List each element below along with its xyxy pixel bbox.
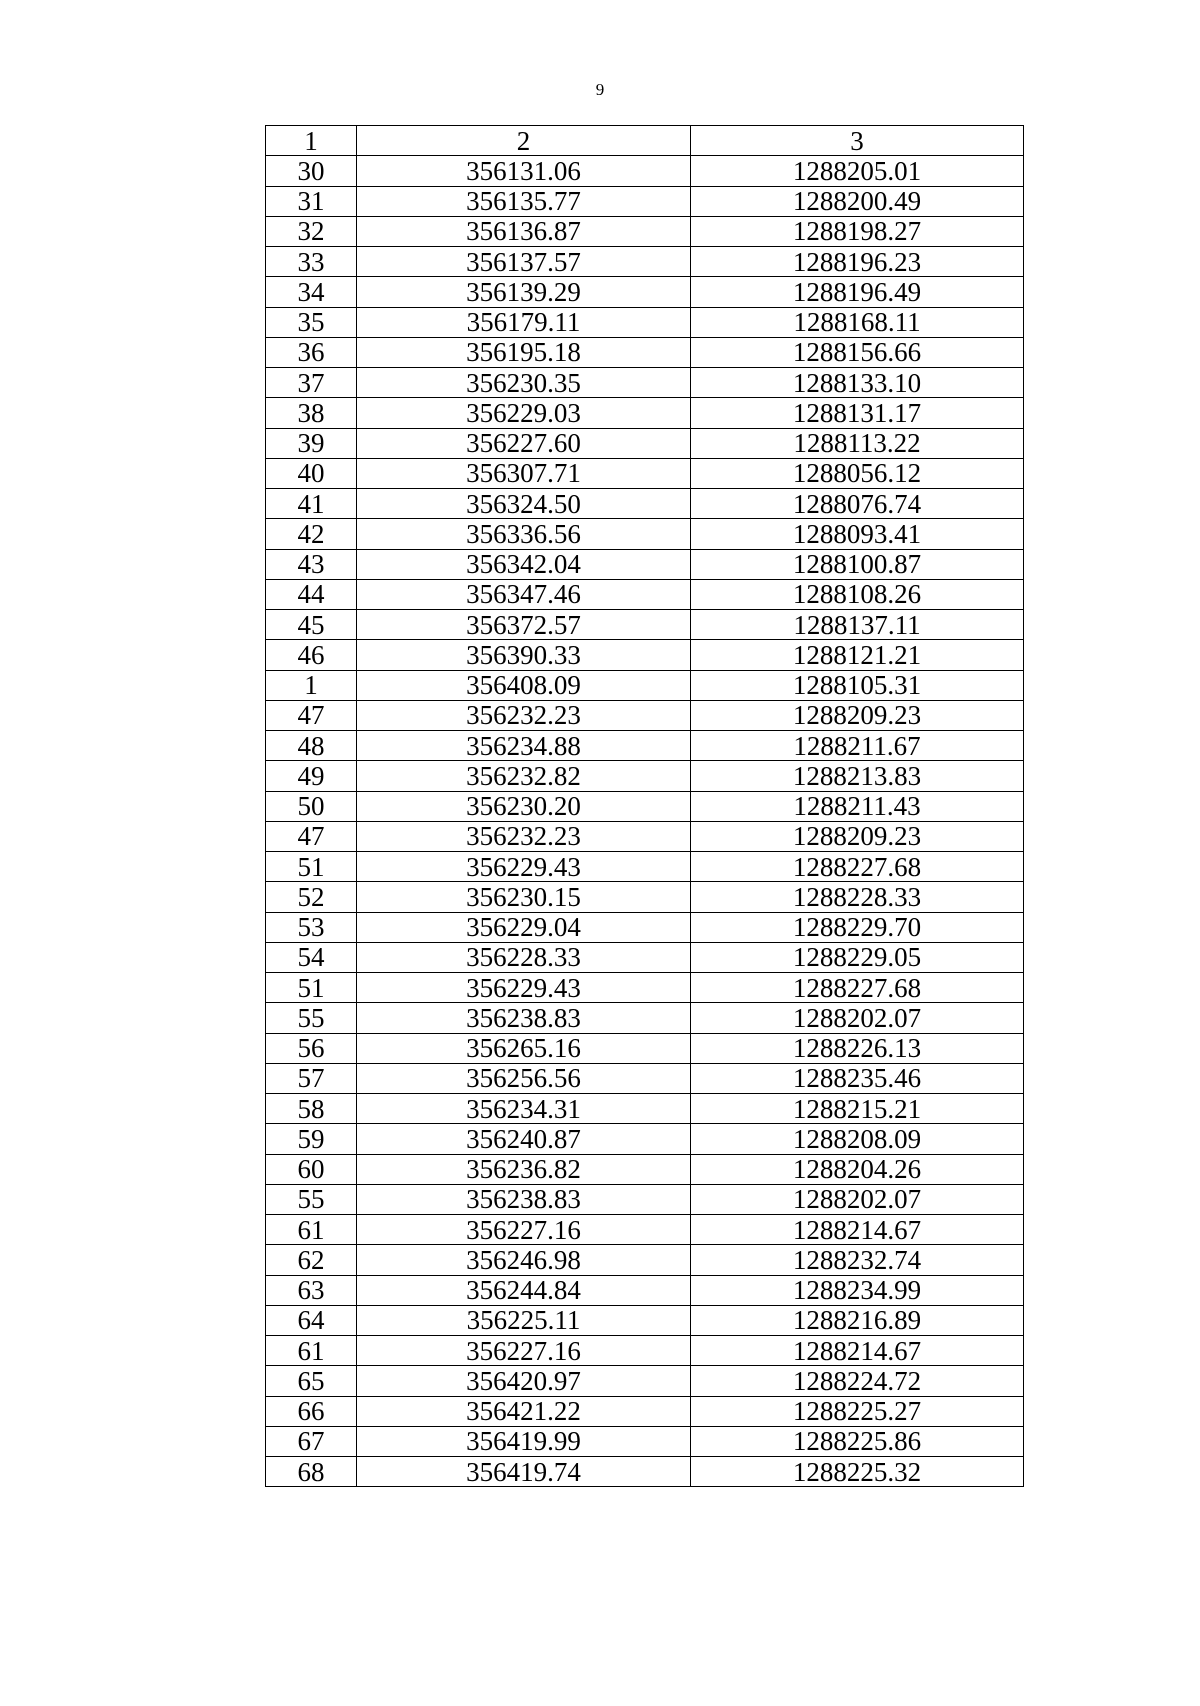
x-coordinate-cell: 356232.23 [357, 700, 691, 730]
x-coordinate-cell: 356244.84 [357, 1275, 691, 1305]
table-row [266, 912, 1024, 942]
table-row [266, 821, 1024, 851]
point-number-cell: 31 [266, 186, 357, 216]
y-coordinate-cell: 1288056.12 [691, 458, 1024, 488]
table-row [266, 1336, 1024, 1366]
y-coordinate-cell: 1288227.68 [691, 973, 1024, 1003]
x-coordinate-cell: 356234.31 [357, 1094, 691, 1124]
y-coordinate-cell: 1288137.11 [691, 610, 1024, 640]
point-number-cell: 30 [266, 156, 357, 186]
table-row [266, 1033, 1024, 1063]
x-coordinate-cell: 356419.74 [357, 1457, 691, 1487]
table-header-row [266, 126, 1024, 156]
x-coordinate-cell: 356342.04 [357, 549, 691, 579]
y-coordinate-cell: 1288202.07 [691, 1003, 1024, 1033]
y-coordinate-cell: 1288229.70 [691, 912, 1024, 942]
y-coordinate-cell: 1288224.72 [691, 1366, 1024, 1396]
y-coordinate-cell: 1288208.09 [691, 1124, 1024, 1154]
table-row [266, 156, 1024, 186]
point-number-cell: 36 [266, 337, 357, 367]
table-row [266, 579, 1024, 609]
x-coordinate-cell: 356390.33 [357, 640, 691, 670]
point-number-cell: 49 [266, 761, 357, 791]
y-coordinate-cell: 1288093.41 [691, 519, 1024, 549]
point-number-cell: 35 [266, 307, 357, 337]
point-number-cell: 61 [266, 1215, 357, 1245]
point-number-cell: 32 [266, 216, 357, 246]
y-coordinate-cell: 1288213.83 [691, 761, 1024, 791]
table-row [266, 1003, 1024, 1033]
point-number-cell: 59 [266, 1124, 357, 1154]
point-number-cell: 46 [266, 640, 357, 670]
x-coordinate-cell: 356230.20 [357, 791, 691, 821]
y-coordinate-cell: 1288215.21 [691, 1094, 1024, 1124]
y-coordinate-cell: 1288226.13 [691, 1033, 1024, 1063]
point-number-cell: 51 [266, 973, 357, 1003]
table-row [266, 731, 1024, 761]
y-coordinate-cell: 1288076.74 [691, 489, 1024, 519]
table-row [266, 882, 1024, 912]
table-row [266, 1275, 1024, 1305]
point-number-cell: 47 [266, 700, 357, 730]
x-coordinate-cell: 356246.98 [357, 1245, 691, 1275]
x-coordinate-cell: 356336.56 [357, 519, 691, 549]
x-coordinate-cell: 356229.43 [357, 973, 691, 1003]
point-number-cell: 51 [266, 852, 357, 882]
y-coordinate-cell: 1288209.23 [691, 821, 1024, 851]
point-number-cell: 67 [266, 1426, 357, 1456]
y-coordinate-cell: 1288202.07 [691, 1184, 1024, 1214]
point-number-cell: 66 [266, 1396, 357, 1426]
x-coordinate-cell: 356372.57 [357, 610, 691, 640]
x-coordinate-cell: 356234.88 [357, 731, 691, 761]
x-coordinate-cell: 356179.11 [357, 307, 691, 337]
y-coordinate-cell: 1288229.05 [691, 942, 1024, 972]
x-coordinate-cell: 356229.04 [357, 912, 691, 942]
point-number-cell: 34 [266, 277, 357, 307]
point-number-cell: 55 [266, 1003, 357, 1033]
y-coordinate-cell: 1288156.66 [691, 337, 1024, 367]
x-coordinate-cell: 356227.60 [357, 428, 691, 458]
y-coordinate-cell: 1288200.49 [691, 186, 1024, 216]
point-number-cell: 38 [266, 398, 357, 428]
table-row [266, 1366, 1024, 1396]
table-row [266, 216, 1024, 246]
y-coordinate-cell: 1288225.86 [691, 1426, 1024, 1456]
x-coordinate-cell: 356265.16 [357, 1033, 691, 1063]
y-coordinate-cell: 1288234.99 [691, 1275, 1024, 1305]
point-number-cell: 1 [266, 670, 357, 700]
point-number-cell: 43 [266, 549, 357, 579]
x-coordinate-cell: 356419.99 [357, 1426, 691, 1456]
point-number-cell: 42 [266, 519, 357, 549]
table-row [266, 791, 1024, 821]
table-row [266, 1305, 1024, 1335]
x-coordinate-cell: 356228.33 [357, 942, 691, 972]
x-coordinate-cell: 356229.03 [357, 398, 691, 428]
y-coordinate-cell: 1288100.87 [691, 549, 1024, 579]
x-coordinate-cell: 356256.56 [357, 1063, 691, 1093]
table-body [266, 156, 1024, 1487]
table-row [266, 1396, 1024, 1426]
table-row [266, 1184, 1024, 1214]
x-coordinate-cell: 356240.87 [357, 1124, 691, 1154]
y-coordinate-cell: 1288133.10 [691, 368, 1024, 398]
table-row [266, 549, 1024, 579]
column-header-point: 1 [266, 126, 357, 156]
point-number-cell: 47 [266, 821, 357, 851]
table-row [266, 307, 1024, 337]
point-number-cell: 39 [266, 428, 357, 458]
x-coordinate-cell: 356232.23 [357, 821, 691, 851]
point-number-cell: 55 [266, 1184, 357, 1214]
y-coordinate-cell: 1288204.26 [691, 1154, 1024, 1184]
point-number-cell: 44 [266, 579, 357, 609]
x-coordinate-cell: 356421.22 [357, 1396, 691, 1426]
point-number-cell: 57 [266, 1063, 357, 1093]
x-coordinate-cell: 356324.50 [357, 489, 691, 519]
table-row [266, 458, 1024, 488]
point-number-cell: 53 [266, 912, 357, 942]
point-number-cell: 54 [266, 942, 357, 972]
x-coordinate-cell: 356136.87 [357, 216, 691, 246]
y-coordinate-cell: 1288225.32 [691, 1457, 1024, 1487]
y-coordinate-cell: 1288232.74 [691, 1245, 1024, 1275]
point-number-cell: 58 [266, 1094, 357, 1124]
point-number-cell: 52 [266, 882, 357, 912]
point-number-cell: 41 [266, 489, 357, 519]
y-coordinate-cell: 1288198.27 [691, 216, 1024, 246]
x-coordinate-cell: 356135.77 [357, 186, 691, 216]
y-coordinate-cell: 1288227.68 [691, 852, 1024, 882]
y-coordinate-cell: 1288131.17 [691, 398, 1024, 428]
x-coordinate-cell: 356307.71 [357, 458, 691, 488]
x-coordinate-cell: 356227.16 [357, 1215, 691, 1245]
y-coordinate-cell: 1288235.46 [691, 1063, 1024, 1093]
x-coordinate-cell: 356230.35 [357, 368, 691, 398]
point-number-cell: 63 [266, 1275, 357, 1305]
point-number-cell: 61 [266, 1336, 357, 1366]
point-number-cell: 33 [266, 247, 357, 277]
table-row [266, 519, 1024, 549]
y-coordinate-cell: 1288225.27 [691, 1396, 1024, 1426]
table-row [266, 1124, 1024, 1154]
point-number-cell: 60 [266, 1154, 357, 1184]
point-number-cell: 68 [266, 1457, 357, 1487]
y-coordinate-cell: 1288214.67 [691, 1336, 1024, 1366]
table-row [266, 1245, 1024, 1275]
table-row [266, 398, 1024, 428]
column-header-x: 2 [357, 126, 691, 156]
table-row [266, 1063, 1024, 1093]
x-coordinate-cell: 356227.16 [357, 1336, 691, 1366]
table-row [266, 1094, 1024, 1124]
x-coordinate-cell: 356238.83 [357, 1184, 691, 1214]
y-coordinate-cell: 1288196.23 [691, 247, 1024, 277]
table-row [266, 761, 1024, 791]
x-coordinate-cell: 356195.18 [357, 337, 691, 367]
x-coordinate-cell: 356420.97 [357, 1366, 691, 1396]
y-coordinate-cell: 1288228.33 [691, 882, 1024, 912]
x-coordinate-cell: 356131.06 [357, 156, 691, 186]
column-header-y: 3 [691, 126, 1024, 156]
table-row [266, 670, 1024, 700]
y-coordinate-cell: 1288108.26 [691, 579, 1024, 609]
y-coordinate-cell: 1288196.49 [691, 277, 1024, 307]
table-row [266, 247, 1024, 277]
y-coordinate-cell: 1288214.67 [691, 1215, 1024, 1245]
x-coordinate-cell: 356232.82 [357, 761, 691, 791]
table-row [266, 973, 1024, 1003]
x-coordinate-cell: 356230.15 [357, 882, 691, 912]
point-number-cell: 45 [266, 610, 357, 640]
table-row [266, 1457, 1024, 1487]
point-number-cell: 64 [266, 1305, 357, 1335]
point-number-cell: 37 [266, 368, 357, 398]
x-coordinate-cell: 356137.57 [357, 247, 691, 277]
x-coordinate-cell: 356238.83 [357, 1003, 691, 1033]
x-coordinate-cell: 356139.29 [357, 277, 691, 307]
table-row [266, 337, 1024, 367]
point-number-cell: 65 [266, 1366, 357, 1396]
point-number-cell: 56 [266, 1033, 357, 1063]
x-coordinate-cell: 356229.43 [357, 852, 691, 882]
x-coordinate-cell: 356408.09 [357, 670, 691, 700]
point-number-cell: 48 [266, 731, 357, 761]
y-coordinate-cell: 1288211.67 [691, 731, 1024, 761]
y-coordinate-cell: 1288211.43 [691, 791, 1024, 821]
y-coordinate-cell: 1288168.11 [691, 307, 1024, 337]
point-number-cell: 62 [266, 1245, 357, 1275]
y-coordinate-cell: 1288113.22 [691, 428, 1024, 458]
table-row [266, 852, 1024, 882]
y-coordinate-cell: 1288216.89 [691, 1305, 1024, 1335]
table-row [266, 368, 1024, 398]
table-row [266, 186, 1024, 216]
table-row [266, 489, 1024, 519]
y-coordinate-cell: 1288121.21 [691, 640, 1024, 670]
x-coordinate-cell: 356347.46 [357, 579, 691, 609]
table-row [266, 942, 1024, 972]
page-number: 9 [595, 80, 605, 99]
y-coordinate-cell: 1288205.01 [691, 156, 1024, 186]
point-number-cell: 50 [266, 791, 357, 821]
table-row [266, 610, 1024, 640]
coordinates-table [265, 125, 1024, 1487]
table-row [266, 1215, 1024, 1245]
table-row [266, 1154, 1024, 1184]
table-row [266, 277, 1024, 307]
y-coordinate-cell: 1288105.31 [691, 670, 1024, 700]
table-row [266, 428, 1024, 458]
x-coordinate-cell: 356236.82 [357, 1154, 691, 1184]
table-row [266, 640, 1024, 670]
table-row [266, 1426, 1024, 1456]
y-coordinate-cell: 1288209.23 [691, 700, 1024, 730]
table-row [266, 700, 1024, 730]
point-number-cell: 40 [266, 458, 357, 488]
x-coordinate-cell: 356225.11 [357, 1305, 691, 1335]
